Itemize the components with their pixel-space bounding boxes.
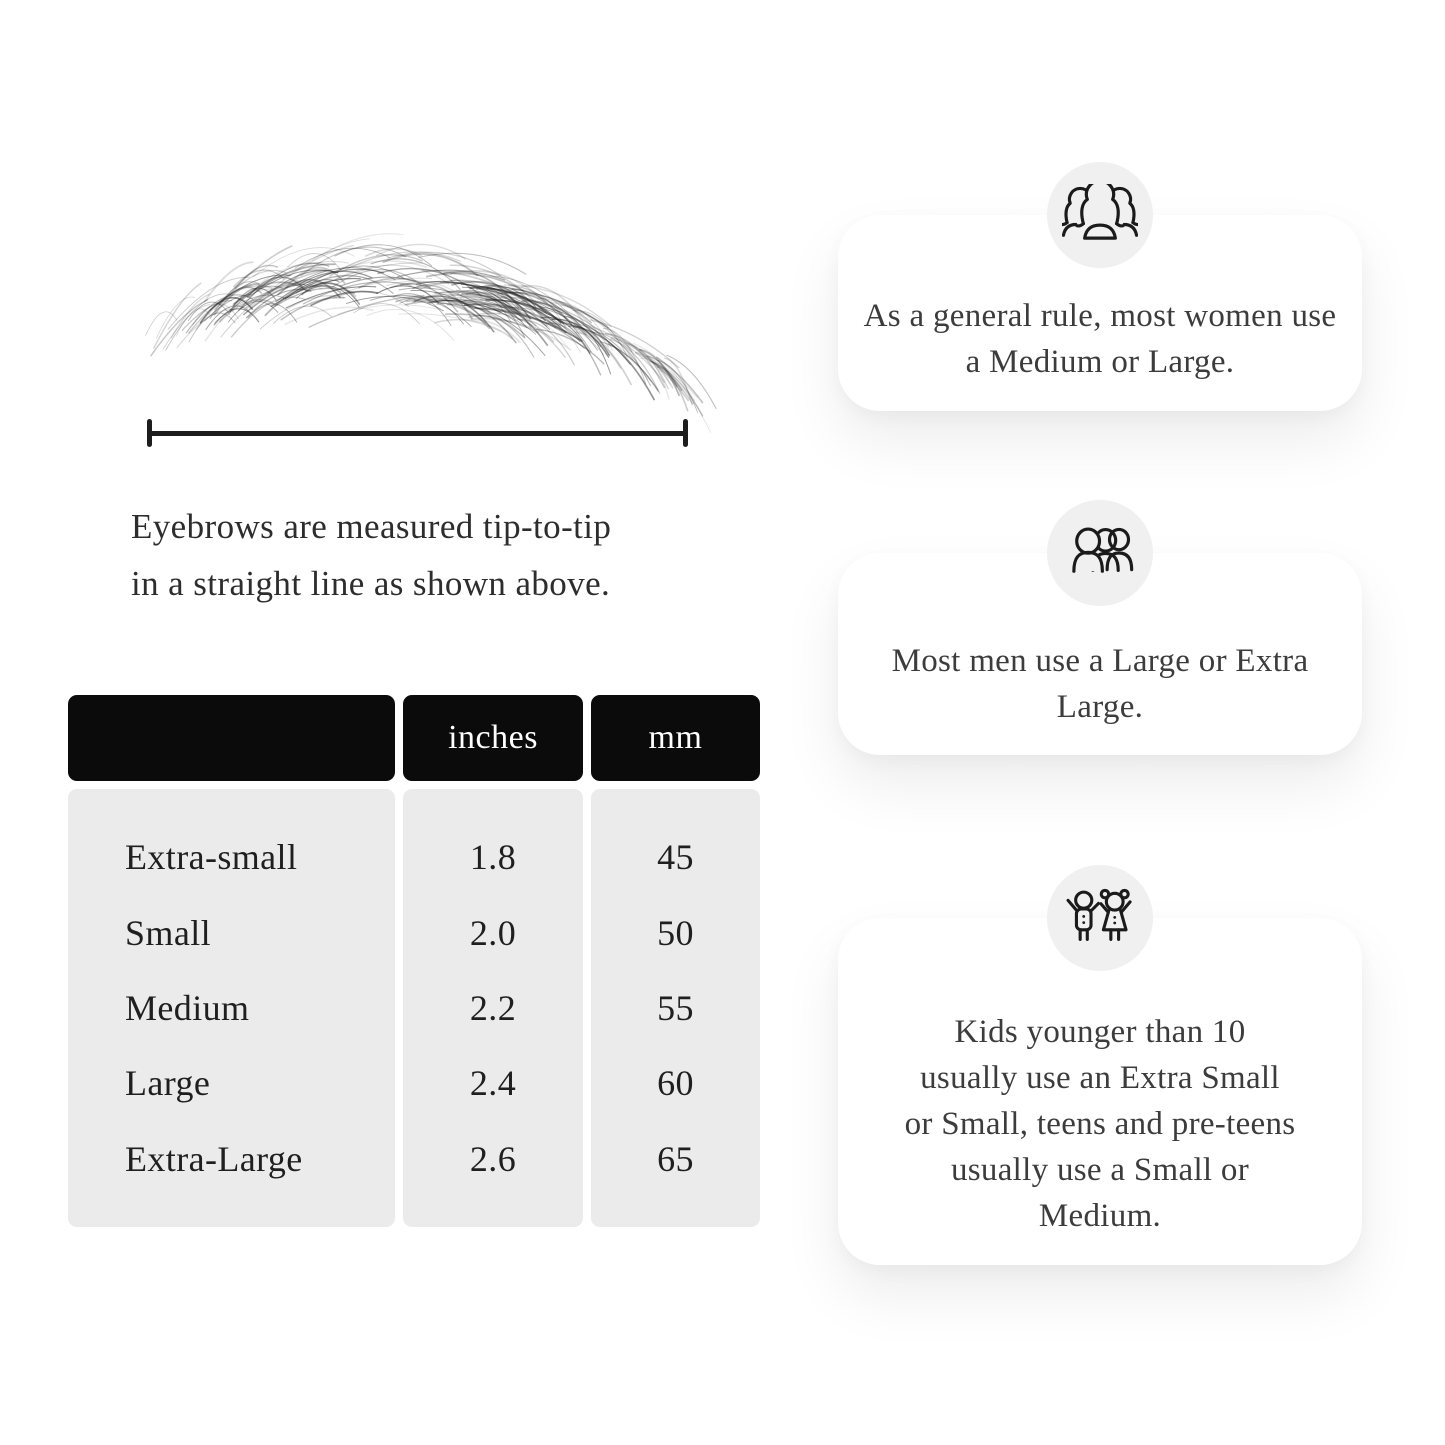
info-card-kids <box>838 918 1362 1265</box>
table-header-blank <box>68 695 395 781</box>
size-table-body <box>68 789 760 1227</box>
size-label: Large <box>125 1063 211 1104</box>
card-text-kids: Kids younger than 10 usually use an Extra Small or Small, teens and pre-teens usually use a Small or Medium. <box>904 1013 1296 1234</box>
table-column-inches <box>403 789 583 1227</box>
table-header-mm: mm <box>591 695 760 781</box>
inches-value: 2.0 <box>469 912 517 953</box>
mm-value: 55 <box>657 987 694 1028</box>
card-text-women: As a general rule, most women use a Medium or Large. <box>863 298 1337 380</box>
size-table-header-row <box>68 695 760 781</box>
inches-value: 2.4 <box>469 1063 517 1104</box>
mm-value: 50 <box>657 912 694 953</box>
inches-value: 2.6 <box>469 1138 517 1179</box>
table-column-sizes <box>68 789 395 1227</box>
size-label: Extra-small <box>125 837 298 878</box>
measurement-right-cap <box>683 419 688 447</box>
women-group-icon <box>1047 162 1153 268</box>
size-table <box>68 695 760 1227</box>
caption-line-2: in a straight line as shown above. <box>131 564 611 603</box>
info-card-men <box>838 553 1362 755</box>
kids-icon <box>1047 865 1153 971</box>
mm-value: 65 <box>657 1138 694 1179</box>
size-label: Extra-Large <box>125 1138 303 1179</box>
info-cards <box>838 0 1362 1445</box>
measurement-bar <box>147 431 688 436</box>
caption-line-1: Eyebrows are measured tip-to-tip <box>131 507 612 546</box>
info-card-women <box>838 215 1362 411</box>
mm-value: 45 <box>657 837 694 878</box>
inches-value: 2.2 <box>469 987 517 1028</box>
size-label: Small <box>125 912 212 953</box>
table-column-mm <box>591 789 760 1227</box>
table-header-inches: inches <box>403 695 583 781</box>
measurement-line <box>147 419 688 447</box>
measurement-caption <box>131 498 611 612</box>
mm-value: 60 <box>657 1063 694 1104</box>
size-label: Medium <box>125 987 250 1028</box>
inches-value: 1.8 <box>469 837 517 878</box>
men-group-icon <box>1047 500 1153 606</box>
card-text-men: Most men use a Large or Extra Large. <box>891 643 1309 725</box>
